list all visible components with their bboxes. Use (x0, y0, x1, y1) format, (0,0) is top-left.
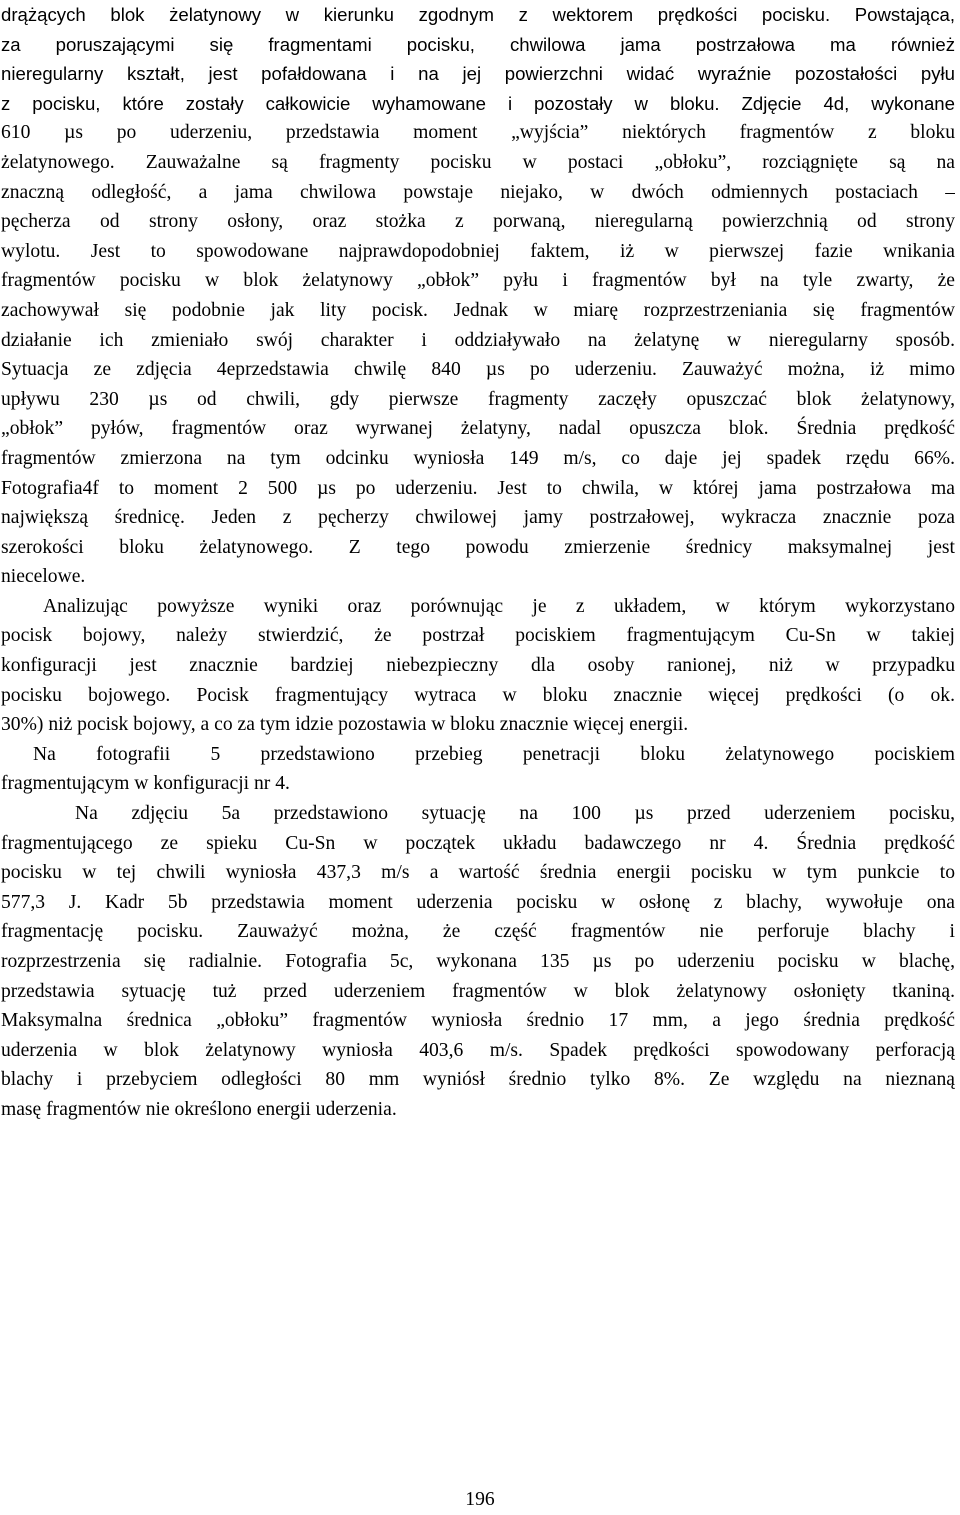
text-line: 30%) niż pocisk bojowy, a co za tym idzie pozostawia w bloku znacznie więcej energii. (1, 714, 689, 736)
body-text (1, 0, 955, 1125)
text-line: Na fotografii 5 przedstawiono przebieg penetracji bloku żelatynowego pociskiem (33, 743, 955, 765)
text-line: szerokości bloku żelatynowego. Z tego powodu zmierzenie średnicy maksymalnej jest (1, 536, 955, 558)
text-line: upływu 230 µs od chwili, gdy pierwsze fragmenty zaczęły opuszczać blok żelatynowy, (1, 388, 955, 410)
text-line: konfiguracji jest znacznie bardziej niebezpieczny dla osoby ranionej, niż w przypadku (1, 655, 955, 677)
text-line: „obłok” pyłów, fragmentów oraz wyrwanej żelatyny, nadal opuszcza blok. Średnia prędkość (1, 418, 955, 440)
text-line: Sytuacja ze zdjęcia 4eprzedstawia chwilę 840 µs po uderzeniu. Zauważyć można, iż mimo (1, 359, 955, 381)
text-line: fragmentów pocisku w blok żelatynowy „obłok” pyłu i fragmentów był na tyle zwarty, że (1, 270, 955, 292)
text-line: przedstawia sytuację tuż przed uderzeniem fragmentów w blok żelatynowy osłonięty tkaniną. (1, 980, 955, 1002)
text-line: największą średnicę. Jeden z pęcherzy chwilowej jamy postrzałowej, wykracza znacznie poza (1, 507, 955, 529)
text-line: blachy i przebyciem odległości 80 mm wyniósł średnio tylko 8%. Ze względu na nieznaną (1, 1069, 955, 1091)
text-line: nieregularny kształt, jest pofałdowana i na jej powierzchni widać wyraźnie pozostałości pyłu (1, 63, 955, 85)
text-line: z pocisku, które zostały całkowicie wyhamowane i pozostały w bloku. Zdjęcie 4d, wykonane (1, 92, 955, 114)
text-line: fragmentację pocisku. Zauważyć można, że część fragmentów nie perforuje blachy i (1, 921, 955, 943)
page-number: 196 (465, 1489, 495, 1510)
text-line: pocisku bojowego. Pocisk fragmentujący wytraca w bloku znacznie więcej prędkości (o ok. (1, 684, 955, 706)
text-line: fragmentującego ze spieku Cu-Sn w początek układu badawczego nr 4. Średnia prędkość (1, 832, 955, 854)
text-line: wylotu. Jest to spowodowane najprawdopodobniej faktem, iż w pierwszej fazie wnikania (1, 240, 955, 262)
text-line: Na zdjęciu 5a przedstawiono sytuację na 100 µs przed uderzeniem pocisku, (75, 803, 955, 825)
text-line: 610 µs po uderzeniu, przedstawia moment „wyjścia” niektórych fragmentów z bloku (1, 122, 955, 144)
text-line: działanie ich zmieniało swój charakter i oddziaływało na żelatynę w nieregularny sposób. (1, 329, 955, 351)
text-line: żelatynowego. Zauważalne są fragmenty pocisku w postaci „obłoku”, rozciągnięte są na (1, 151, 955, 173)
text-line: Analizując powyższe wyniki oraz porównując je z układem, w którym wykorzystano (43, 595, 955, 617)
text-line: pocisku w tej chwili wyniosła 437,3 m/s a wartość średnia energii pocisku w tym punkcie to (1, 862, 955, 884)
text-line: Fotografia4f to moment 2 500 µs po uderzeniu. Jest to chwila, w której jama postrzałowa ma (1, 477, 955, 499)
text-line: pocisk bojowy, należy stwierdzić, że postrzał pociskiem fragmentującym Cu-Sn w takiej (1, 625, 955, 647)
text-line: uderzenia w blok żelatynowy wyniosła 403,6 m/s. Spadek prędkości spowodowany perforacją (1, 1039, 955, 1061)
text-line: znaczną odległość, a jama chwilowa powstaje niejako, w dwóch odmiennych postaciach – (1, 181, 955, 203)
text-line: masę fragmentów nie określono energii uderzenia. (1, 1098, 397, 1120)
text-line: drążących blok żelatynowy w kierunku zgodnym z wektorem prędkości pocisku. Powstająca, (1, 4, 955, 25)
text-line: pęcherza od strony osłony, oraz stożka z porwaną, nieregularną powierzchnią od strony (1, 211, 955, 233)
text-line: fragmentów zmierzona na tym odcinku wyniosła 149 m/s, co daje jej spadek rzędu 66%. (1, 447, 955, 469)
text-line: Maksymalna średnica „obłoku” fragmentów wyniosła średnio 17 mm, a jego średnia prędkość (1, 1010, 955, 1032)
text-line: 577,3 J. Kadr 5b przedstawia moment uderzenia pocisku w osłonę z blachy, wywołuje ona (1, 891, 955, 913)
text-line: zachowywał się podobnie jak lity pocisk. Jednak w miarę rozprzestrzeniania się fragmentów (1, 299, 955, 321)
text-line: za poruszającymi się fragmentami pocisku, chwilowa jama postrzałowa ma również (1, 33, 955, 55)
text-line: niecelowe. (1, 566, 86, 588)
text-line: rozprzestrzenia się radialnie. Fotografia 5c, wykonana 135 µs po uderzeniu pocisku w blachę, (1, 951, 955, 972)
text-line: fragmentującym w konfiguracji nr 4. (1, 773, 290, 795)
